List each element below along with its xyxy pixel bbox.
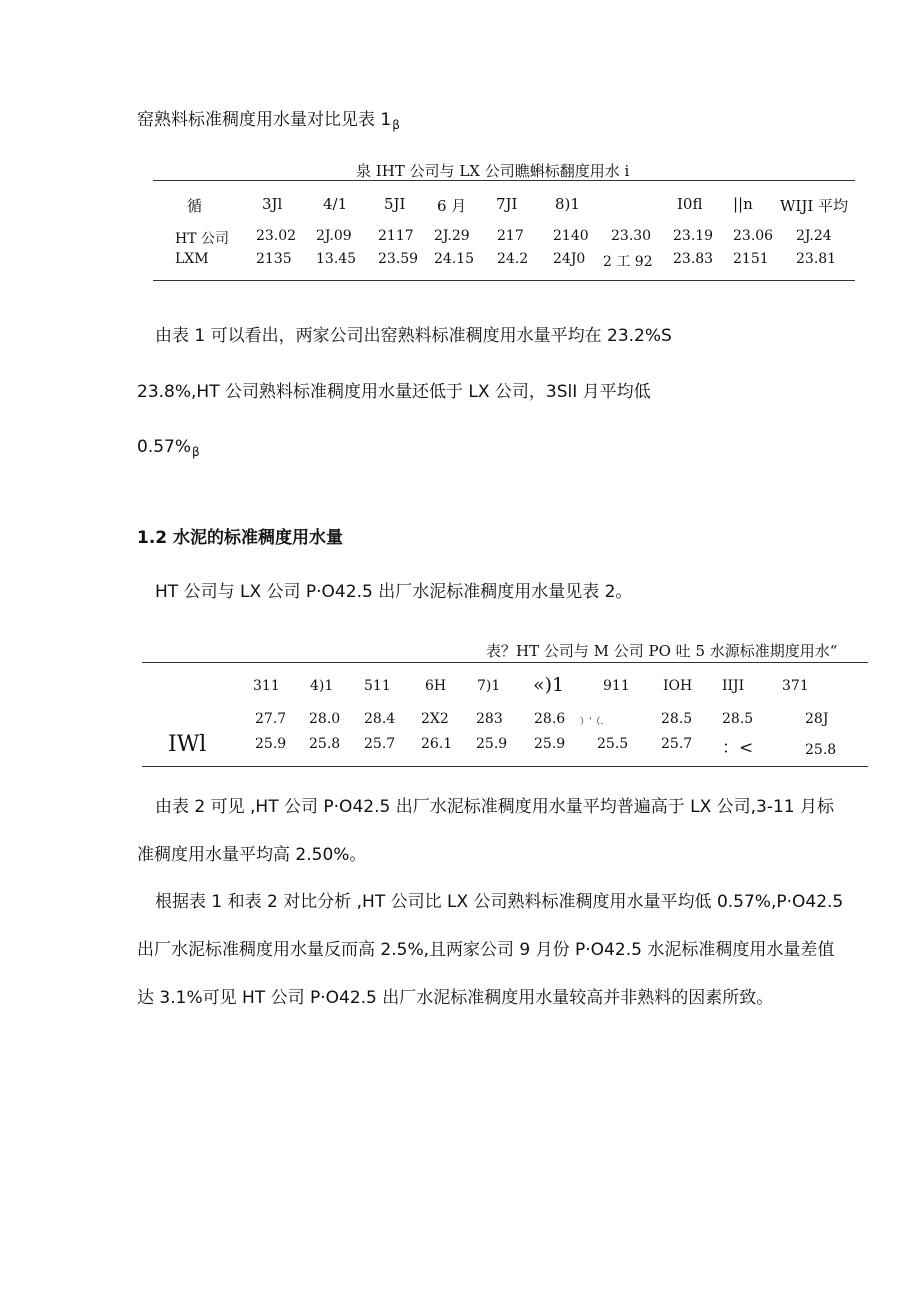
table2-header-cell: IOH <box>663 678 693 694</box>
table2-caption: 表？HT 公司与 M 公司 PO 吐 5 水源标准期度用水“ <box>486 642 838 660</box>
intro-text: 窑熟料标准稠度用水量对比见表 1 <box>137 110 392 130</box>
para1-line3-text: 0.57% <box>137 437 192 457</box>
table2-cell: 28.4 <box>364 711 396 727</box>
table1-header-cell: 3Jl <box>262 195 283 213</box>
table1-cell: 2J.29 <box>434 228 470 244</box>
table1-cell: 23.19 <box>673 228 714 244</box>
table2-header-cell: IIJI <box>722 678 745 694</box>
table1-header-cell: WIJI 平均 <box>780 197 849 215</box>
table1-header-cell: ||n <box>733 195 753 213</box>
table2-cell: ）'（. <box>580 717 604 727</box>
table1-cell: 2135 <box>256 251 292 267</box>
table1-row-label: HT 公司 <box>175 231 229 247</box>
para3-line2: 准稠度用水量平均高 2.50%。 <box>137 845 367 865</box>
table2-cell: 25.9 <box>255 736 287 752</box>
table1-bottom-rule <box>153 280 855 281</box>
table1-cell: 24.2 <box>497 251 529 267</box>
table2-cell: 28.5 <box>722 711 754 727</box>
table1-cell: 23.30 <box>611 228 652 244</box>
table2-cell: 25.5 <box>597 736 629 752</box>
intro-line <box>137 110 400 131</box>
table1-cell: 2J.24 <box>796 228 832 244</box>
table1-cell: 24J0 <box>553 251 586 267</box>
para1-line1: 由表 1 可以看出，两家公司出窑熟料标准稠度用水量平均在 23.2%S <box>155 326 672 346</box>
table2-cell: 2X2 <box>421 711 449 727</box>
table2-header-cell: 371 <box>782 678 809 694</box>
table2-cell: 25.7 <box>661 736 693 752</box>
table2-cell: 26.1 <box>421 736 453 752</box>
table2-cell: 28.0 <box>309 711 341 727</box>
table2-cell: 25.9 <box>476 736 508 752</box>
table2-header-cell: 7)1 <box>477 678 501 694</box>
table2-cell: 28.6 <box>534 711 566 727</box>
table1-header-cell: 6 月 <box>437 197 467 215</box>
para1-line2: 23.8%,HT 公司熟料标准稠度用水量还低于 LX 公司，3SlI 月平均低 <box>137 382 651 402</box>
table1-cell: 2J.09 <box>316 228 352 244</box>
table1-cell: 23.06 <box>733 228 774 244</box>
table1-top-rule <box>153 180 855 181</box>
table2-header-cell: 4)1 <box>310 678 334 694</box>
intro-subscript: β <box>392 118 400 132</box>
table1-cell: 23.83 <box>673 251 714 267</box>
table2-header-cell: 6H <box>425 678 447 694</box>
table1-cell: 2117 <box>378 228 414 244</box>
table1-cell: 2140 <box>553 228 589 244</box>
table1-header-cell: 4/1 <box>323 195 348 213</box>
table2-cell: 25.7 <box>364 736 396 752</box>
table2-cell: 25.8 <box>805 742 837 758</box>
table2-cell: 283 <box>476 711 503 727</box>
para4-line1: 根据表 1 和表 2 对比分析 ,HT 公司比 LX 公司熟料标准稠度用水量平均低 0.57%,P·O42.5 <box>155 892 844 912</box>
table1-header-cell: 8)1 <box>555 195 580 213</box>
table2-top-rule <box>142 662 868 663</box>
table1-header-cell: 5JI <box>384 195 406 213</box>
table1-cell: 2151 <box>733 251 769 267</box>
table1-row-label: LXM <box>175 251 209 267</box>
para3-line1: 由表 2 可见 ,HT 公司 P·O42.5 出厂水泥标准稠度用水量平均普遍高于 LX 公司,3-11 月标 <box>155 797 835 817</box>
table1-cell: 23.59 <box>378 251 419 267</box>
para1-line3 <box>137 437 200 458</box>
table1-cell: 2 工 92 <box>603 254 653 270</box>
table2-cell: 27.7 <box>255 711 287 727</box>
table2-header-cell: 311 <box>253 678 280 694</box>
table2-header-cell: «)1 <box>533 674 565 696</box>
table2-cell: 25.9 <box>534 736 566 752</box>
table1-header-cell: I0fl <box>677 195 703 213</box>
table1-caption: 泉 IHT 公司与 LX 公司瞧蝌标翻度用水 i <box>356 162 630 180</box>
table1-cell: 13.45 <box>316 251 357 267</box>
para4-line3: 达 3.1%可见 HT 公司 P·O42.5 出厂水泥标准稠度用水量较高并非熟料的因素所致。 <box>137 988 774 1008</box>
table2-bottom-rule <box>142 766 868 767</box>
table1-header-cell: 循 <box>187 197 203 215</box>
table1-cell: 23.02 <box>256 228 297 244</box>
table2-cell: 28J <box>805 711 829 727</box>
table2-header-cell: 911 <box>603 678 630 694</box>
table1-header-cell: 7JI <box>496 195 518 213</box>
para1-line3-subscript: β <box>192 445 200 459</box>
section-heading: 1.2 水泥的标准稠度用水量 <box>137 528 344 548</box>
table2-cell: ：< <box>722 738 754 758</box>
para4-line2: 出厂水泥标准稠度用水量反而高 2.5%,且两家公司 9 月份 P·O42.5 水泥标准稠度用水量差值 <box>137 940 835 960</box>
table2-cell: 25.8 <box>309 736 341 752</box>
table1-cell: 217 <box>497 228 524 244</box>
table2-header-cell: 511 <box>364 678 391 694</box>
table1-cell: 24.15 <box>434 251 475 267</box>
table2-row-label: IWl <box>168 732 207 757</box>
table2-cell: 28.5 <box>661 711 693 727</box>
table1-cell: 23.81 <box>796 251 837 267</box>
para2-text: HT 公司与 LX 公司 P·O42.5 出厂水泥标准稠度用水量见表 2。 <box>155 582 633 602</box>
